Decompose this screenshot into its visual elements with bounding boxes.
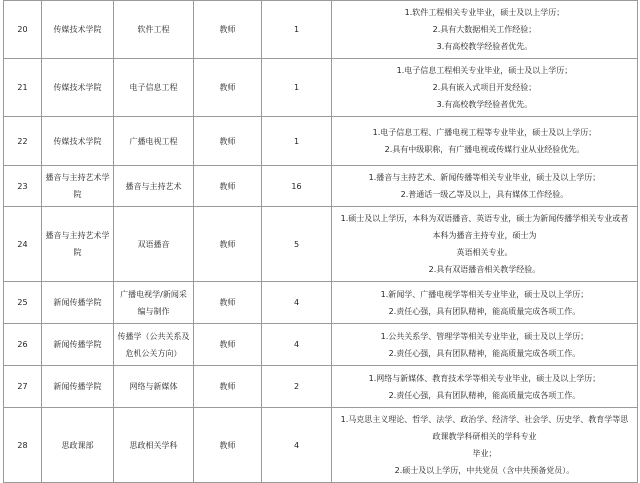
requirement-line: 1.公共关系学、管理学等相关专业毕业，硕士及以上学历；	[380, 331, 589, 341]
post-cell: 教师	[194, 207, 262, 282]
major-cell: 思政相关学科	[114, 408, 194, 483]
major-cell: 播音与主持艺术	[114, 166, 194, 207]
requirements-cell	[332, 117, 638, 166]
requirement-line: 2.责任心强，具有团队精神，能高质量完成各项工作。	[388, 348, 581, 358]
requirement-line: 1.马克思主义理论、哲学、法学、政治学、经济学、社会学、历史学、教育学等思政课教学科研相关的学科专业	[340, 415, 629, 441]
row-number: 24	[4, 207, 42, 282]
requirement-line: 1.电子信息工程、广播电视工程等专业毕业，硕士及以上学历；	[372, 128, 597, 137]
requirements-cell	[332, 59, 638, 117]
table-row	[4, 207, 638, 282]
table-row	[4, 117, 638, 166]
table-row	[4, 166, 638, 207]
college-cell: 新闻传播学院	[42, 366, 114, 408]
row-number: 27	[4, 366, 42, 408]
post-cell: 教师	[194, 282, 262, 324]
requirement-line: 2.责任心强，具有团队精神，能高质量完成各项工作。	[388, 306, 581, 316]
row-number: 28	[4, 408, 42, 483]
post-cell: 教师	[194, 366, 262, 408]
post-cell: 教师	[194, 324, 262, 366]
requirement-line: 2.具有大数据相关工作经验；	[432, 25, 537, 34]
table-row	[4, 324, 638, 366]
headcount-cell: 4	[262, 408, 332, 483]
row-number: 25	[4, 282, 42, 324]
headcount-cell: 1	[262, 117, 332, 166]
table-body	[4, 1, 638, 483]
row-number: 22	[4, 117, 42, 166]
table-row	[4, 408, 638, 483]
row-number: 20	[4, 1, 42, 59]
major-cell: 传播学（公共关系及危机公关方向）	[114, 324, 194, 366]
table-row	[4, 282, 638, 324]
requirement-line: 2.普通话一级乙等及以上，具有媒体工作经验。	[400, 190, 569, 199]
table-row	[4, 1, 638, 59]
row-number: 23	[4, 166, 42, 207]
requirements-cell	[332, 282, 638, 324]
college-cell: 新闻传播学院	[42, 282, 114, 324]
major-cell: 双语播音	[114, 207, 194, 282]
headcount-cell: 2	[262, 366, 332, 408]
requirements-cell	[332, 366, 638, 408]
headcount-cell: 16	[262, 166, 332, 207]
requirement-line: 毕业；	[472, 449, 497, 458]
table-row	[4, 366, 638, 408]
table-row	[4, 59, 638, 117]
requirement-line: 1.软件工程相关专业毕业，硕士及以上学历；	[404, 8, 565, 17]
requirements-cell	[332, 324, 638, 366]
row-number: 26	[4, 324, 42, 366]
requirements-cell	[332, 207, 638, 282]
college-cell: 传媒技术学院	[42, 117, 114, 166]
requirement-line: 3.有高校教学经验者优先。	[436, 100, 533, 109]
requirement-line: 2.具有双语播音相关教学经验。	[428, 265, 541, 274]
major-cell: 软件工程	[114, 1, 194, 59]
requirement-line: 1.网络与新媒体、教育技术学等相关专业毕业，硕士及以上学历；	[368, 373, 601, 383]
row-number: 21	[4, 59, 42, 117]
headcount-cell: 4	[262, 324, 332, 366]
headcount-cell: 5	[262, 207, 332, 282]
post-cell: 教师	[194, 166, 262, 207]
major-cell: 电子信息工程	[114, 59, 194, 117]
college-cell: 思政课部	[42, 408, 114, 483]
post-cell: 教师	[194, 1, 262, 59]
college-cell: 播音与主持艺术学院	[42, 166, 114, 207]
requirement-line: 2.硕士及以上学历，中共党员（含中共预备党员）。	[394, 466, 575, 475]
requirement-line: 3.有高校教学经验者优先。	[436, 42, 533, 51]
requirement-line: 1.硕士及以上学历，本科为双语播音、英语专业，硕士为新闻传播学相关专业或者本科为播音主持专业，硕士为	[340, 214, 629, 240]
college-cell: 传媒技术学院	[42, 1, 114, 59]
post-cell: 教师	[194, 117, 262, 166]
requirement-line: 英语相关专业。	[456, 248, 513, 257]
headcount-cell: 1	[262, 1, 332, 59]
college-cell: 新闻传播学院	[42, 324, 114, 366]
major-cell: 广播电视学/新闻采编与制作	[114, 282, 194, 324]
post-cell: 教师	[194, 59, 262, 117]
college-cell: 播音与主持艺术学院	[42, 207, 114, 282]
requirements-cell	[332, 1, 638, 59]
major-cell: 网络与新媒体	[114, 366, 194, 408]
requirement-line: 1.播音与主持艺术、新闻传播等相关专业毕业，硕士及以上学历；	[368, 173, 601, 182]
requirement-line: 1.电子信息工程相关专业毕业，硕士及以上学历；	[396, 66, 573, 75]
college-cell: 传媒技术学院	[42, 59, 114, 117]
recruitment-table	[3, 0, 638, 483]
requirement-line: 2.具有嵌入式项目开发经验；	[432, 83, 537, 92]
requirements-cell	[332, 408, 638, 483]
post-cell: 教师	[194, 408, 262, 483]
headcount-cell: 1	[262, 59, 332, 117]
requirement-line: 2.具有中级职称，有广播电视或传媒行业从业经验优先。	[384, 145, 585, 154]
major-cell: 广播电视工程	[114, 117, 194, 166]
requirement-line: 1.新闻学、广播电视学等相关专业毕业，硕士及以上学历；	[380, 289, 589, 299]
headcount-cell: 4	[262, 282, 332, 324]
requirements-cell	[332, 166, 638, 207]
requirement-line: 2.责任心强，具有团队精神，能高质量完成各项工作。	[388, 390, 581, 400]
